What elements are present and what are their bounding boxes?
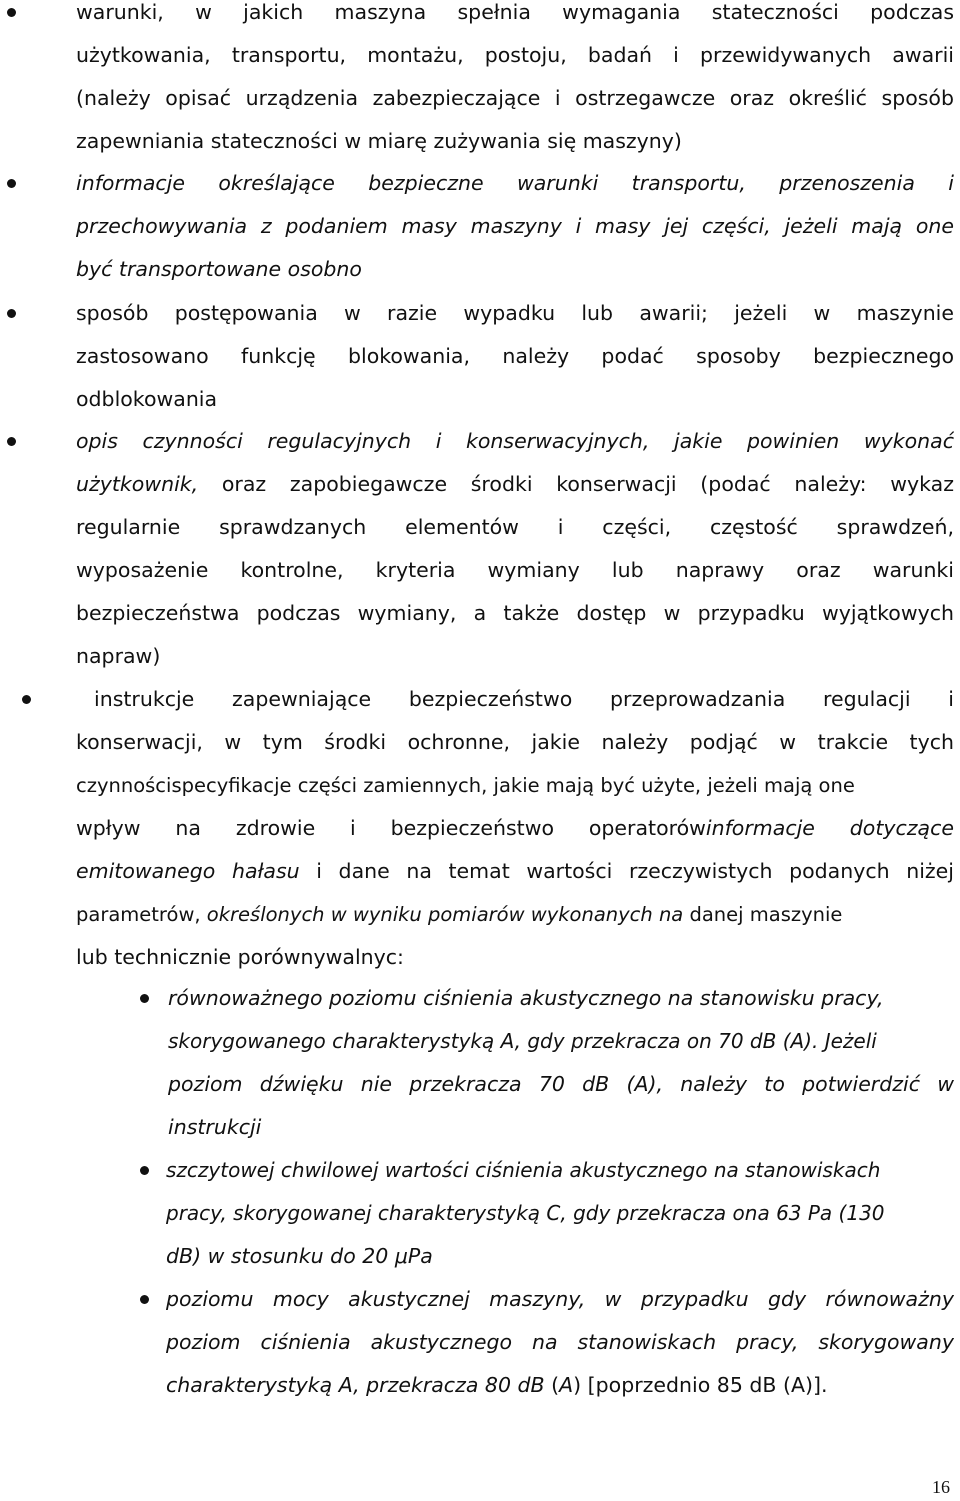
bullet-icon <box>140 1295 149 1304</box>
text-line: równoważnego poziomu ciśnienia akustycznego na stanowisku pracy, <box>168 986 884 1010</box>
text-line: zastosowano funkcję blokowania, należy podać sposoby bezpiecznego <box>76 344 954 368</box>
text-line: opis czynności regulacyjnych i konserwacyjnych, jakie powinien wykonać <box>76 429 954 453</box>
bullet-icon <box>7 8 16 17</box>
list-item <box>76 678 954 979</box>
list-item <box>76 162 954 291</box>
text-line: konserwacji, w tym środki ochronne, jakie należy podjąć w trakcie tych <box>76 730 954 754</box>
text-line: wyposażenie kontrolne, kryteria wymiany lub naprawy oraz warunki <box>76 558 954 582</box>
bullet-icon <box>22 695 31 704</box>
list-item <box>76 0 954 163</box>
text-run: parametrów, <box>76 903 207 926</box>
text-line: skorygowanego charakterystyką A, gdy przekracza on 70 dB (A). Jeżeli <box>168 1029 877 1053</box>
text-run: A <box>559 1373 574 1397</box>
text-line: poziomu mocy akustycznej maszyny, w przypadku gdy równoważny <box>166 1287 954 1311</box>
text-run: informacje dotyczące <box>705 816 954 840</box>
text-line <box>76 893 954 936</box>
text-line <box>76 807 954 850</box>
bullet-icon <box>7 309 16 318</box>
text-run: ) [poprzednio 85 dB (A)]. <box>573 1373 828 1397</box>
bullet-icon <box>7 437 16 446</box>
text-line: bezpieczeństwa podczas wymiany, a także dostęp w przypadku wyjątkowych <box>76 601 954 625</box>
text-line: informacje określające bezpieczne warunki transportu, przenoszenia i <box>76 171 954 195</box>
sub-list-item <box>166 1278 954 1407</box>
text-line: czynnościspecyfikacje części zamiennych, jakie mają być użyte, jeżeli mają one <box>76 774 855 797</box>
text-run: danej maszynie <box>683 903 843 926</box>
text-line: pracy, skorygowanej charakterystyką C, gdy przekracza ona 63 Pa (130 <box>166 1201 885 1225</box>
bullet-icon <box>140 1166 149 1175</box>
text-line: napraw) <box>76 644 161 668</box>
text-line: poziom ciśnienia akustycznego na stanowiskach pracy, skorygowany <box>166 1330 954 1354</box>
text-line: zapewniania stateczności w miarę zużywania się maszyny) <box>76 129 682 153</box>
text-run: charakterystyką A, przekracza 80 dB <box>166 1373 545 1397</box>
list-item <box>76 420 954 678</box>
text-line: instrukcje zapewniające bezpieczeństwo przeprowadzania regulacji i <box>94 687 954 711</box>
bullet-icon <box>140 994 149 1003</box>
text-line: dB) w stosunku do 20 μPa <box>166 1244 433 1268</box>
text-line: sposób postępowania w razie wypadku lub awarii; jeżeli w maszynie <box>76 301 954 325</box>
text-run: emitowanego hałasu <box>76 859 300 883</box>
text-line <box>76 850 954 893</box>
text-run: określonych w wyniku pomiarów wykonanych na <box>206 903 684 926</box>
text-line: użytkowania, transportu, montażu, postoju, badań i przewidywanych awarii <box>76 43 954 67</box>
text-run: ( <box>544 1373 560 1397</box>
list-item <box>76 292 954 421</box>
text-line <box>76 463 954 506</box>
text-run: wpływ na zdrowie i bezpieczeństwo operatorów <box>76 816 706 840</box>
text-line: przechowywania z podaniem masy maszyny i masy jej części, jeżeli mają one <box>76 214 954 238</box>
text-line: szczytowej chwilowej wartości ciśnienia akustycznego na stanowiskach <box>166 1158 881 1182</box>
page-number: 16 <box>932 1477 950 1497</box>
bullet-icon <box>7 179 16 188</box>
text-line: lub technicznie porównywalnyc: <box>76 945 404 969</box>
text-line: (należy opisać urządzenia zabezpieczające i ostrzegawcze oraz określić sposób <box>76 86 954 110</box>
text-line: regularnie sprawdzanych elementów i części, częstość sprawdzeń, <box>76 515 954 539</box>
text-line: instrukcji <box>168 1115 262 1139</box>
text-run: użytkownik, <box>76 472 199 496</box>
text-run: oraz zapobiegawcze środki konserwacji (podać należy: wykaz <box>198 472 954 496</box>
text-run: i dane na temat wartości rzeczywistych podanych niżej <box>299 859 954 883</box>
sub-list-item <box>166 1149 954 1278</box>
text-line: odblokowania <box>76 387 218 411</box>
text-line: być transportowane osobno <box>76 257 362 281</box>
sub-list-item <box>168 977 954 1149</box>
text-line: warunki, w jakich maszyna spełnia wymagania stateczności podczas <box>76 0 954 24</box>
text-line: poziom dźwięku nie przekracza 70 dB (A), należy to potwierdzić w <box>168 1072 954 1096</box>
text-line <box>166 1364 954 1407</box>
